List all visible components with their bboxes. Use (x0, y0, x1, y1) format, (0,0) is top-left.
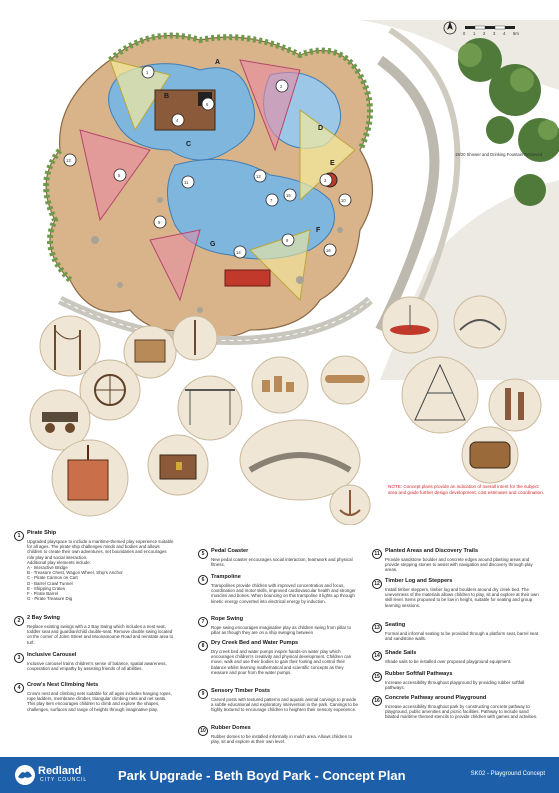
legend-title: Dry Creek Bed and Water Pumps (211, 640, 299, 646)
legend-title: Rope Swing (211, 616, 244, 622)
legend (14, 531, 550, 753)
marker-12 (254, 170, 266, 182)
svg-text:5m: 5m (513, 31, 519, 36)
legend-number: 10 (198, 726, 208, 736)
legend-number: 16 (372, 696, 382, 706)
legend-number: 5 (198, 549, 208, 559)
legend-text: Shade sails to be installed over proposed playground equipment. (385, 659, 512, 664)
vignette-pirate-ship (52, 440, 128, 516)
legend-text: Trampolines provide children with improved concentration and focus, coordination and motor skills, improved cardiovascular health and stronger muscles and bones. When bouncing on this trampoline it lights up through kinetic energy converted into electrical energy by induction. (211, 583, 356, 604)
svg-text:F: F (316, 227, 321, 234)
vignette-swing (178, 376, 242, 440)
svg-text:4: 4 (503, 31, 506, 36)
legend-sub: F - Pirate Barrel (27, 591, 58, 597)
legend-sub: Additional play elements include: (27, 559, 91, 565)
svg-text:3: 3 (324, 178, 327, 183)
legend-number: 8 (198, 641, 208, 651)
legend-item-11 (372, 549, 542, 575)
legend-item-1 (14, 531, 174, 603)
marker-14 (234, 246, 246, 258)
svg-text:3: 3 (493, 31, 496, 36)
svg-text:G: G (210, 241, 216, 248)
marker-7 (266, 194, 278, 206)
legend-text: Crow's nest and climbing nets suitable for all ages includes hanging ropes, rope ladders, membrane climber, triangular climbing nets and net seats. This play item encourages children to climb and explore the shapes, challenges, surfaces and range of heights through imaginative play. (27, 691, 172, 712)
marker-3 (320, 174, 332, 186)
legend-text: Provide sandstone boulder and concrete edges around planting areas and provide stepping stones to assist with navigation and discovery through play areas. (385, 557, 533, 573)
marker-8 (282, 234, 294, 246)
marker-5 (114, 169, 126, 181)
legend-item-7 (198, 617, 358, 639)
legend-number: 3 (14, 653, 24, 663)
legend-number: 12 (372, 579, 382, 589)
svg-text:14: 14 (236, 250, 241, 255)
legend-title: Crow's Nest Climbing Nets (27, 682, 99, 688)
svg-text:9: 9 (158, 220, 161, 225)
legend-text: Increase accessibility throughout park by constructing concrete pathway to playground, public amenities and picnic facilities. Pathway to include sand blasted maritime themed stencils to provide children with games and activities. (385, 704, 538, 720)
legend-title: 2 Bay Swing (27, 615, 60, 621)
vignette-anchor (330, 485, 370, 525)
plan-callout: 19/20 Shower and Drinking Fountain Removed (455, 152, 543, 157)
legend-item-16 (372, 696, 542, 730)
marker-16 (324, 244, 336, 256)
legend-number: 11 (372, 549, 382, 559)
legend-item-4 (14, 683, 174, 723)
legend-item-8 (198, 641, 358, 681)
vignette-carousel (382, 297, 438, 353)
marker-1 (142, 66, 154, 78)
legend-title: Pirate Ship (27, 530, 57, 536)
council-logo-icon (14, 764, 36, 786)
svg-text:11: 11 (184, 180, 189, 185)
svg-text:B: B (164, 93, 170, 100)
legend-item-6 (198, 575, 358, 611)
legend-text: Rubber domes to be installed informally in mulch area. Allows children to play, sit and explore at their own level. (211, 734, 353, 745)
marker-11 (182, 176, 194, 188)
svg-text:8: 8 (286, 238, 289, 243)
vignette-barrel (462, 427, 518, 483)
svg-text:7: 7 (270, 198, 273, 203)
legend-text: Carved posts with textured patterns and aquatic animal carvings to provide a subtle educational and exploratory intervention in the park. Carvings to be highly textured to encourage children to heighten their sensory experience. (211, 697, 358, 713)
legend-title: Rubber Softfall Pathways (385, 671, 453, 677)
vignette-climbing-net (402, 357, 478, 433)
svg-text:2: 2 (483, 31, 486, 36)
svg-text:12: 12 (256, 174, 261, 179)
legend-title: Shade Sails (385, 650, 417, 656)
svg-text:5: 5 (118, 173, 121, 178)
svg-text:0: 0 (463, 31, 466, 36)
legend-number: 6 (198, 575, 208, 585)
legend-item-9 (198, 689, 358, 721)
legend-number: 2 (14, 616, 24, 626)
vignette-timber-steppers (252, 357, 308, 413)
legend-text: Rope swing encourages imaginative play as children swing from pillar to pillar as though they are on a ship swinging between (211, 625, 352, 636)
vignette-pedal-coaster (454, 296, 506, 348)
legend-sub: B - Treasure Chest, Wagon Wheel, Ship's Anchor (27, 570, 123, 576)
svg-text:15: 15 (286, 193, 291, 198)
svg-text:A: A (215, 59, 221, 66)
legend-number: 15 (372, 672, 382, 682)
legend-title: Inclusive Carousel (27, 652, 77, 658)
legend-title: Seating (385, 622, 406, 628)
svg-text:13: 13 (66, 158, 71, 163)
marker-13 (64, 154, 76, 166)
legend-text: Increase accessibility throughout playground by providing rubber softfall pathways. (385, 680, 525, 691)
legend-text: Replace existing swings with a 2 Bay Swing which includes a nest seat, toddler seat and guardian/child double-seat. Remove double swing located on the corner of Jolen Street and Moonamoonie Road and reinstate area to turf. (27, 624, 174, 645)
legend-sub: A - Interactive Bridge (27, 565, 68, 571)
legend-sub: D - Barrel Crawl Tunnel (27, 580, 73, 586)
legend-text: Upgraded playspace to include a maritime-themed play experience suitable for all ages. The pirate ship challenges minds and bodies and allows children to create their own adventures, set boundaries and encourages role play and social interaction. (27, 539, 174, 560)
legend-title: Sensory Timber Posts (211, 688, 270, 694)
legend-sub: G - Pirate Treasure Dig (27, 596, 73, 602)
svg-text:C: C (186, 141, 192, 148)
legend-number: 13 (372, 623, 382, 633)
marker-4 (172, 114, 184, 126)
legend-item-13 (372, 623, 542, 643)
legend-text: Formal and informal seating to be provided through a platform seat, barrel seat and sandstone walls. (385, 631, 539, 642)
marker-6 (202, 98, 214, 110)
legend-item-10 (198, 726, 358, 748)
legend-title: Timber Log and Steppers (385, 578, 453, 584)
legend-number: 14 (372, 651, 382, 661)
legend-text: Inclusive carousel trains children's sense of balance, spatial awareness, cooperation and empathy by assisting friends of all abilities. (27, 661, 167, 672)
legend-text: Dry creek bed and water pumps inspire hands-on water play which encourages children's creativity and physical development. Children can move, walk and use their bodies to gain their footing and control their balance whilst learning mathematical and scientific concepts as they measure and pour from the water pumps. (211, 649, 352, 675)
svg-text:16: 16 (326, 248, 331, 253)
footer-bar (0, 757, 559, 793)
concept-note: NOTE: Concept plans provide an indication of overall intent for the subject area and guide further design development, cost estimates and coordination. (388, 484, 545, 495)
svg-text:10: 10 (341, 198, 346, 203)
legend-number: 1 (14, 531, 24, 541)
legend-item-14 (372, 651, 542, 667)
legend-number: 4 (14, 683, 24, 693)
marker-9 (154, 216, 166, 228)
svg-text:E: E (330, 160, 335, 167)
vignette-treasure-chest (148, 435, 208, 495)
legend-title: Pedal Coaster (211, 548, 249, 554)
legend-item-3 (14, 653, 174, 681)
council-subtitle: CITY COUNCIL (40, 777, 88, 783)
vignette-rope-swing (173, 316, 217, 360)
sheet-reference: SK02 - Playground Concept (470, 771, 545, 777)
svg-text:1: 1 (146, 70, 149, 75)
marker-15 (284, 189, 296, 201)
legend-item-12 (372, 579, 542, 613)
svg-text:1: 1 (473, 31, 476, 36)
legend-item-2 (14, 616, 174, 648)
vignette-log (321, 356, 369, 404)
legend-item-5 (198, 549, 358, 569)
marker-10 (339, 194, 351, 206)
marker-2 (276, 80, 288, 92)
legend-item-15 (372, 672, 542, 692)
legend-text: New pedal coaster encourages social interaction, teamwork and physical fitness. (211, 557, 353, 568)
legend-title: Rubber Domes (211, 725, 251, 731)
svg-text:D: D (318, 125, 324, 132)
svg-text:4: 4 (176, 118, 179, 123)
legend-title: Concrete Pathway around Playground (385, 695, 487, 701)
legend-text: Install timber steppers, timber log and boulders around dry creek bed. The unevenness of the materials allows children to play, sit and explore at their own skill level. Items proposed to be low in height, suitable for seating and group learning sessions. (385, 587, 539, 608)
document-title: Park Upgrade - Beth Boyd Park - Concept Plan (118, 768, 406, 783)
vignette-sensory-posts (489, 379, 541, 431)
legend-number: 7 (198, 617, 208, 627)
legend-title: Trampoline (211, 574, 241, 580)
svg-text:2: 2 (280, 84, 283, 89)
legend-sub: C - Pirate Cannon on Cart (27, 575, 78, 581)
svg-text:6: 6 (206, 102, 209, 107)
legend-sub: E - Shipping Crates (27, 585, 66, 591)
council-name: Redland (38, 765, 82, 777)
legend-title: Planted Areas and Discovery Trails (385, 548, 479, 554)
legend-number: 9 (198, 689, 208, 699)
